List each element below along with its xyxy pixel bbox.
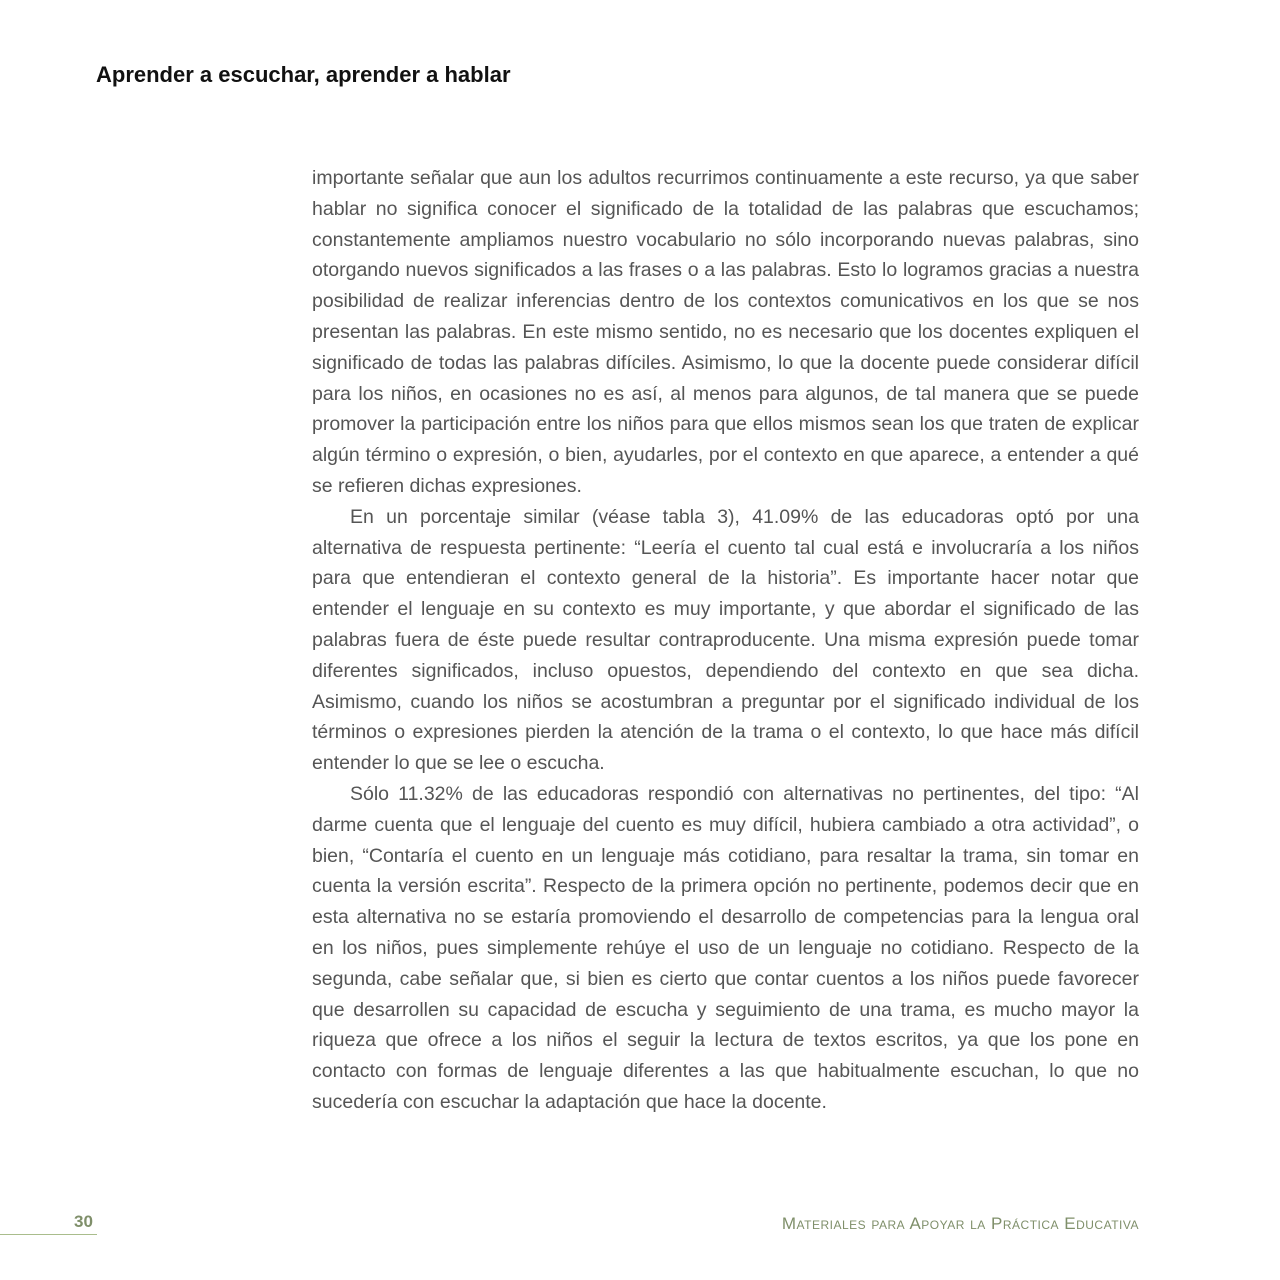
footer-series-title: Materiales para Apoyar la Práctica Educativa xyxy=(781,1214,1139,1233)
paragraph-2: En un porcentaje similar (véase tabla 3), 41.09% de las educadoras optó por una alternativa de respuesta pertinente: “Leería el cuento tal cual está e involucraría a los niños para que entendieran el contexto general de la historia”. Es importante hacer notar que entender el lenguaje en su contexto es muy importante, y que abordar el significado de las palabras fuera de éste puede resultar contraproducente. Una misma expresión puede tomar diferentes significados, incluso opuestos, dependiendo del contexto en que sea dicha. Asimismo, cuando los niños se acostumbran a preguntar por el significado individual de los términos o expresiones pierden la atención de la trama o el contexto, lo que hace más difícil entender lo que se lee o escucha. xyxy=(312,505,1139,775)
paragraph-3: Sólo 11.32% de las educadoras respondió con alternativas no pertinentes, del tipo: “Al darme cuenta que el lenguaje del cuento es muy difícil, hubiera cambiado a otra actividad”, o bien, “Contaría el cuento en un lenguaje más cotidiano, para resaltar la trama, sin tomar en cuenta la versión escrita”. Respecto de la primera opción no pertinente, podemos decir que en esta alternativa no se estaría promoviendo el desarrollo de competencias para la lengua oral en los niños, pues simplemente rehúye el uso de un lenguaje no cotidiano. Respecto de la segunda, cabe señalar que, si bien es cierto que contar cuentos a los niños puede favorecer que desarrollen su capacidad de escucha y seguimiento de una trama, es mucho mayor la riqueza que ofrece a los niños el seguir la lectura de textos escritos, ya que los pone en contacto con formas de lenguaje diferentes a las que habitualmente escuchan, lo que no sucedería con escuchar la adaptación que hace la docente. xyxy=(312,782,1139,1113)
page-number: 30 xyxy=(74,1212,93,1231)
footer-rule xyxy=(0,1234,97,1235)
running-head-title: Aprender a escuchar, aprender a hablar xyxy=(96,62,511,87)
paragraph-1: importante señalar que aun los adultos recurrimos continuamente a este recurso, ya que saber hablar no significa conocer el significado de la totalidad de las palabras que escuchamos; constantemente ampliamos nuestro vocabulario no sólo incorporando nuevas palabras, sino otorgando nuevos significados a las frases o a las palabras. Esto lo logramos gracias a nuestra posibilidad de realizar inferencias dentro de los contextos comunicativos en los que se nos presentan las palabras. En este mismo sentido, no es necesario que los docentes expliquen el significado de todas las palabras difíciles. Asimismo, lo que la docente puede considerar difícil para los niños, en ocasiones no es así, al menos para algunos, de tal manera que se puede promover la participación entre los niños para que ellos mismos sean los que traten de explicar algún término o expresión, o bien, ayudarles, por el contexto en que aparece, a entender a qué se refieren dichas expresiones. xyxy=(312,167,1139,497)
body-text xyxy=(312,163,1139,1118)
